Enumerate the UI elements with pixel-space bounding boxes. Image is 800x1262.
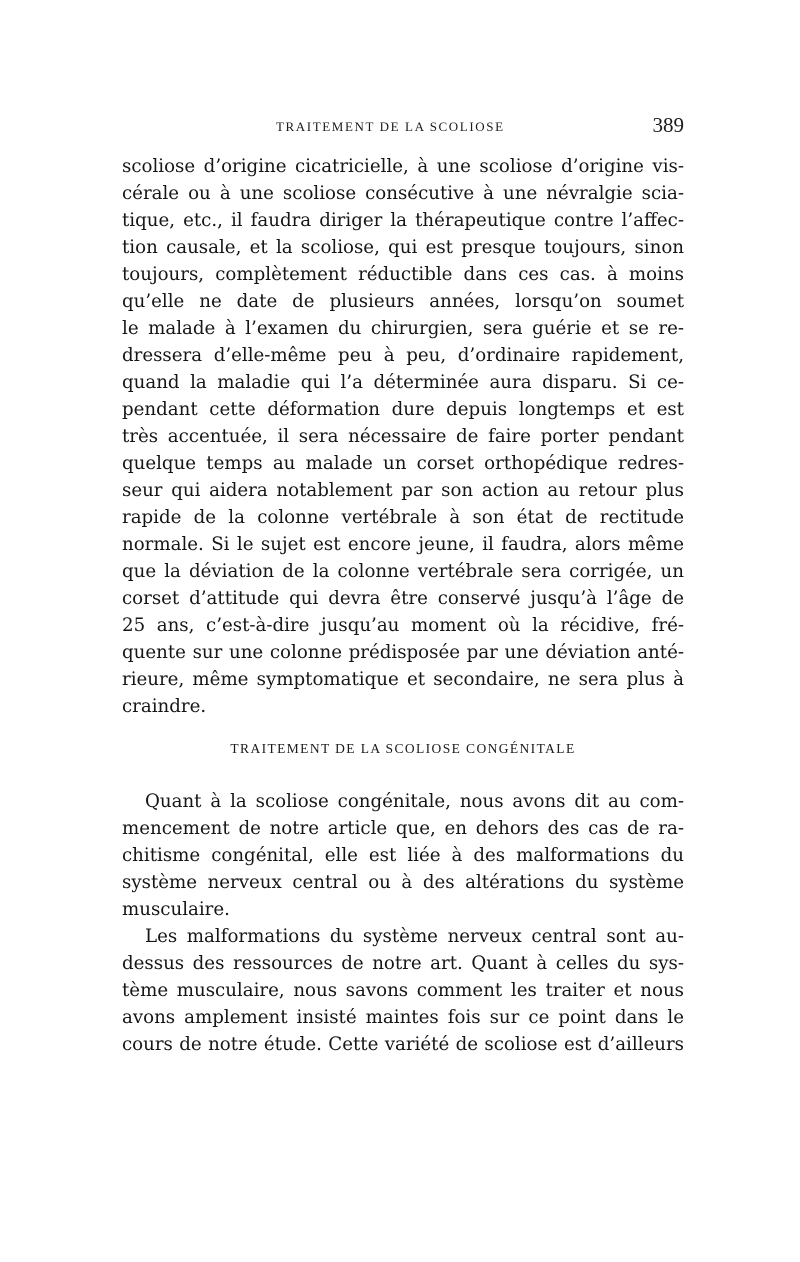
text-line: rapide de la colonne vertébrale à son état de rectitude [122,507,684,528]
text-line: musculaire. [122,899,230,920]
running-title: TRAITEMENT DE LA SCOLIOSE [276,119,505,134]
text-line: Les malformations du système nerveux central sont au- [145,926,684,947]
text-line: dessus des ressources de notre art. Quant à celles du sys- [122,953,684,974]
section-heading: TRAITEMENT DE LA SCOLIOSE CONGÉNITALE [230,741,576,756]
text-line: quelque temps au malade un corset orthopédique redres- [122,453,684,474]
text-line: chitisme congénital, elle est liée à des malformations du [122,845,684,866]
text-line: le malade à l’examen du chirurgien, sera guérie et se re- [122,318,684,339]
text-line: très accentuée, il sera nécessaire de faire porter pendant [122,426,684,447]
text-line: toujours, complètement réductible dans ces cas. à moins [122,264,684,285]
text-line: craindre. [122,696,207,717]
text-line: avons amplement insisté maintes fois sur ce point dans le [122,1007,684,1028]
text-line: corset d’attitude qui devra être conservé jusqu’à l’âge de [122,588,684,609]
text-line: 25 ans, c’est-à-dire jusqu’au moment où la récidive, fré- [122,615,684,636]
text-line: cérale ou à une scoliose consécutive à une névralgie scia- [122,183,684,204]
text-line: quand la maladie qui l’a déterminée aura disparu. Si ce- [122,372,684,393]
text-line: Quant à la scoliose congénitale, nous avons dit au com- [145,791,684,812]
text-line: que la déviation de la colonne vertébrale sera corrigée, un [122,561,684,582]
page-number: 389 [652,113,684,137]
text-line: seur qui aidera notablement par son action au retour plus [122,480,684,501]
text-line: quente sur une colonne prédisposée par une déviation anté- [122,642,684,663]
text-line: rieure, même symptomatique et secondaire, ne sera plus à [122,669,684,690]
text-line: pendant cette déformation dure depuis longtemps et est [122,399,684,420]
text-line: qu’elle ne date de plusieurs années, lorsqu’on soumet [122,291,684,312]
text-line: tion causale, et la scoliose, qui est presque toujours, sinon [122,237,684,258]
page-header [122,113,684,140]
text-line: dressera d’elle-même peu à peu, d’ordinaire rapidement, [122,345,684,366]
text-line: normale. Si le sujet est encore jeune, il faudra, alors même [122,534,684,555]
text-line: scoliose d’origine cicatricielle, à une scoliose d’origine vis- [122,156,684,177]
text-line: mencement de notre article que, en dehors des cas de ra- [122,818,684,839]
text-line: cours de notre étude. Cette variété de scoliose est d’ailleurs [122,1034,684,1055]
text-line: système nerveux central ou à des altérations du système [122,872,684,893]
text-line: tique, etc., il faudra diriger la thérapeutique contre l’affec- [122,210,684,231]
text-line: tème musculaire, nous savons comment les traiter et nous [122,980,684,1001]
